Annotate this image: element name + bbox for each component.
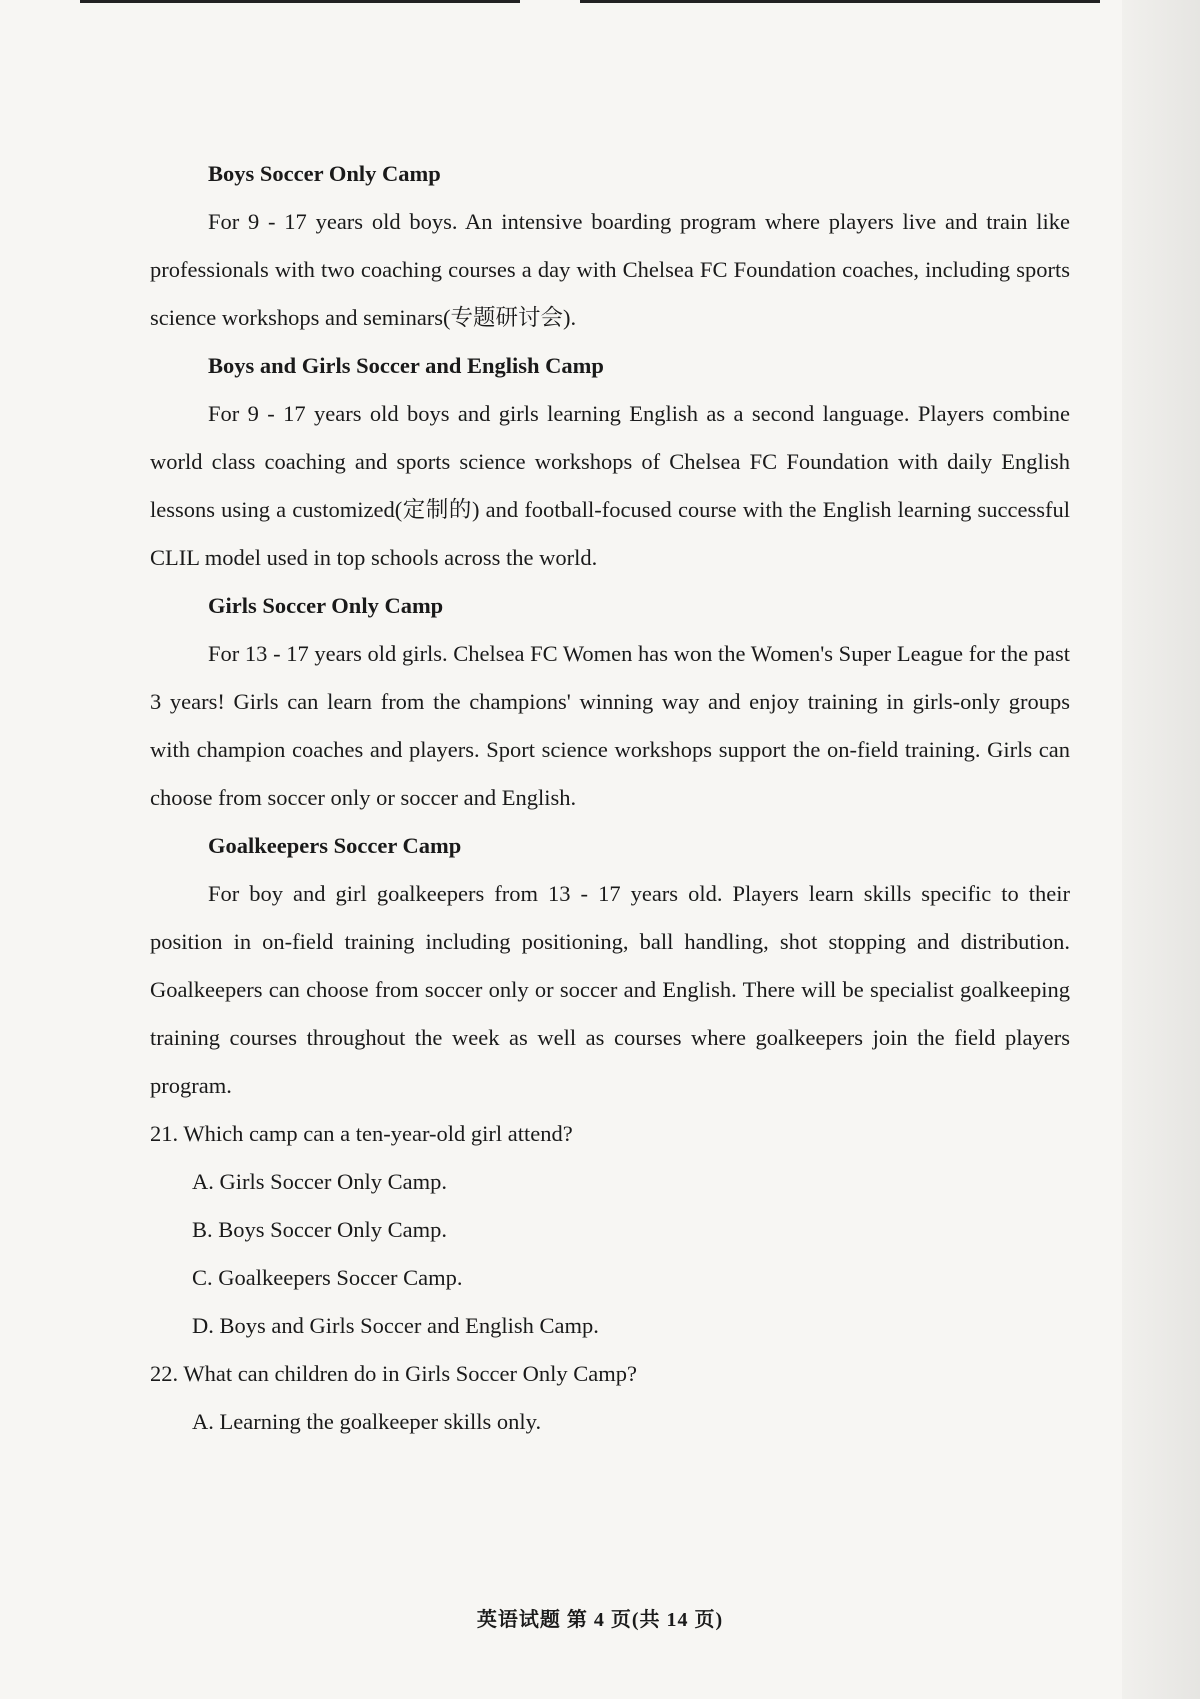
answer-option: D. Boys and Girls Soccer and English Camp. [192,1313,599,1338]
top-rule [80,0,1100,3]
section-girls-soccer [150,582,1070,822]
answer-option: B. Boys Soccer Only Camp. [192,1217,447,1242]
section-paragraph: For 9 - 17 years old boys. An intensive boarding program where players live and train like professionals with two coaching courses a day with Chelsea FC Foundation coaches, including sports science workshops and seminars(专题研讨会). [150,209,1070,330]
question-stem: 22. What can children do in Girls Soccer Only Camp? [150,1361,637,1386]
section-boys-girls-english [150,342,1070,582]
section-boys-soccer [150,150,1070,342]
question-stem: 21. Which camp can a ten-year-old girl attend? [150,1121,573,1146]
page-footer: 英语试题 第 4 页(共 14 页) [476,1609,724,1631]
question-21 [150,1110,1070,1350]
answer-option: A. Girls Soccer Only Camp. [192,1169,447,1194]
section-heading: Girls Soccer Only Camp [208,593,444,618]
section-paragraph: For 13 - 17 years old girls. Chelsea FC Women has won the Women's Super League for the past 3 years! Girls can learn from the champions' winning way and enjoy training in girls-only groups with champion coaches and players. Sport science workshops support the on-field training. Girls can choose from soccer only or soccer and English. [150,641,1070,810]
section-heading: Boys and Girls Soccer and English Camp [208,353,604,378]
answer-option: C. Goalkeepers Soccer Camp. [192,1265,463,1290]
section-goalkeepers [150,822,1070,1110]
section-heading: Goalkeepers Soccer Camp [208,833,462,858]
section-heading: Boys Soccer Only Camp [208,161,441,186]
section-paragraph: For 9 - 17 years old boys and girls learning English as a second language. Players combine world class coaching and sports science workshops of Chelsea FC Foundation with daily English lessons using a customized(定制的) and football-focused course with the English learning successful CLIL model used in top schools across the world. [150,401,1070,570]
section-paragraph: For boy and girl goalkeepers from 13 - 17 years old. Players learn skills specific to their position in on-field training including positioning, ball handling, shot stopping and distribution. Goalkeepers can choose from soccer only or soccer and English. There will be specialist goalkeeping training courses throughout the week as well as courses where goalkeepers join the field players program. [150,881,1070,1098]
passage [150,150,1070,1446]
answer-option: A. Learning the goalkeeper skills only. [192,1409,542,1434]
question-22 [150,1350,1070,1446]
page-edge-shadow [1122,0,1200,1699]
